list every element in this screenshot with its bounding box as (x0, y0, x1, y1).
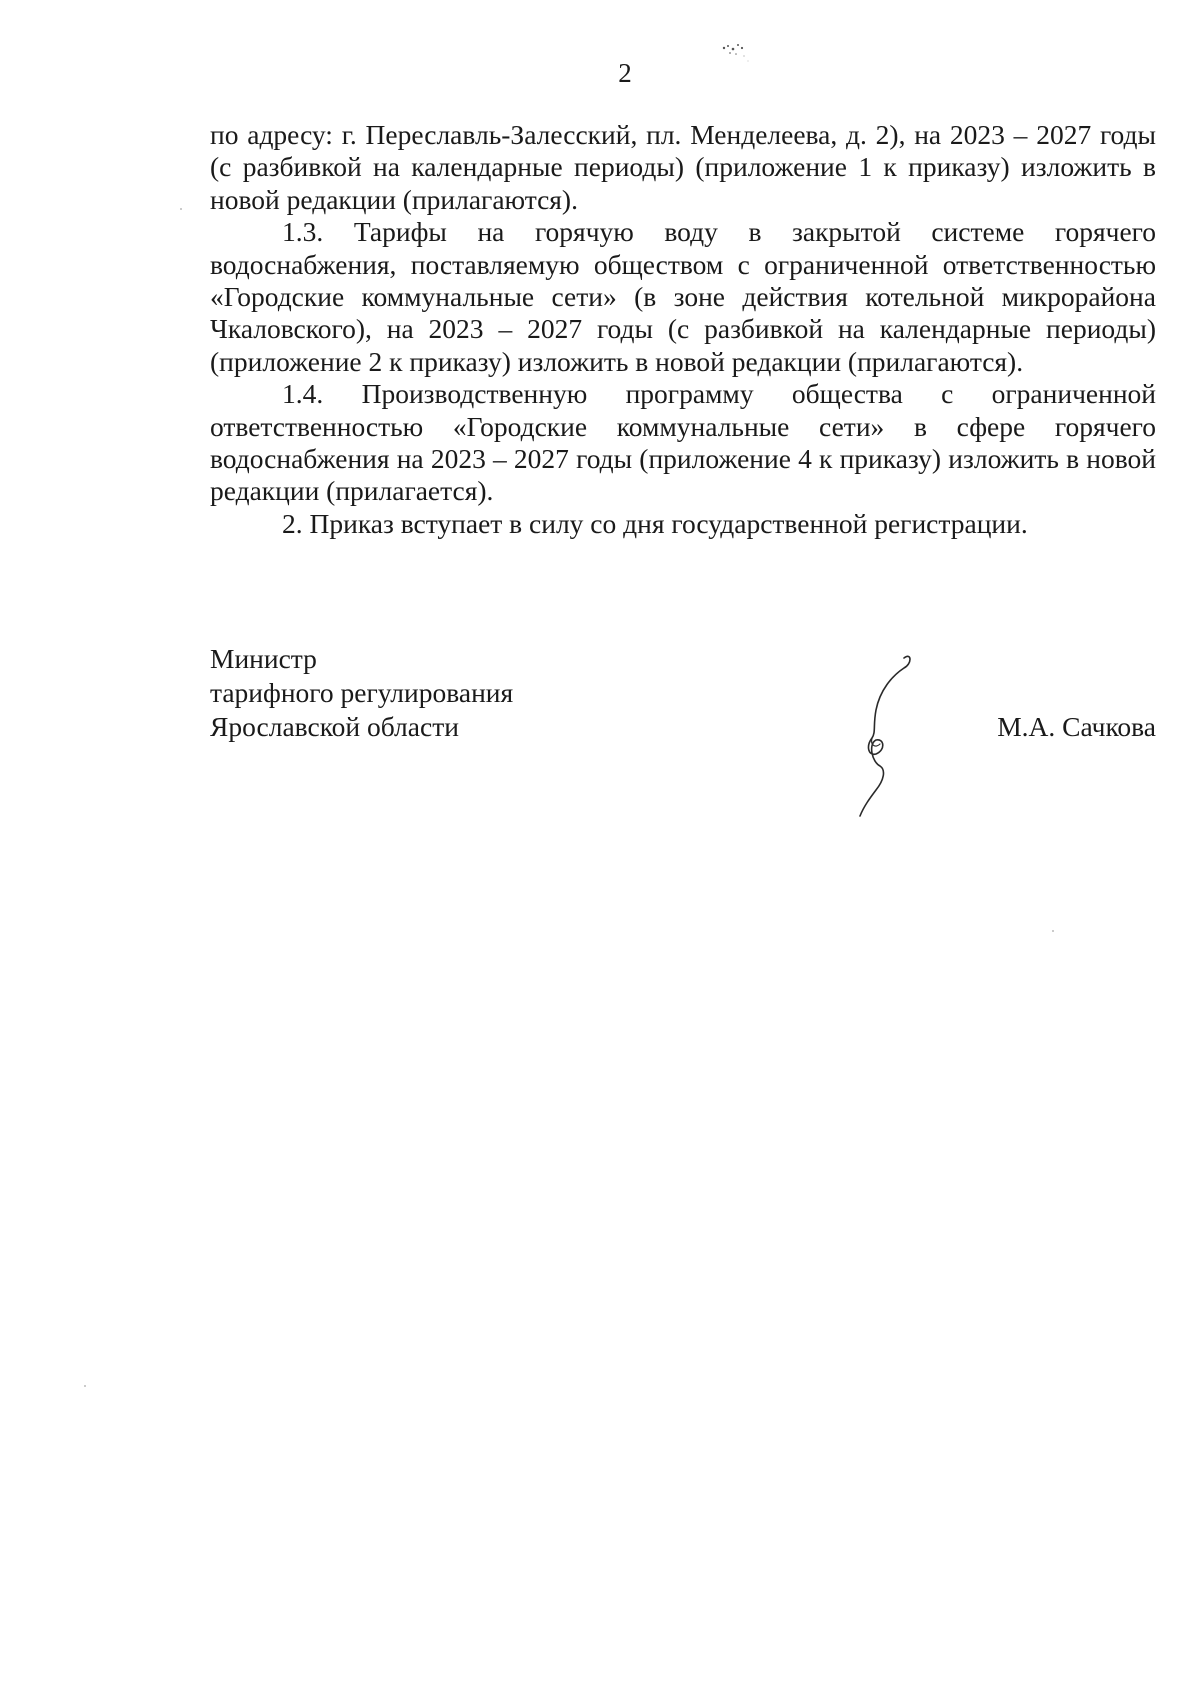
document-body (210, 119, 1156, 540)
scan-artifact (718, 40, 758, 70)
handwritten-signature (846, 650, 936, 820)
paragraph-2: 2. Приказ вступает в силу со дня государственной регистрации. (282, 507, 1028, 539)
signer-title-line: тарифного регулирования (210, 677, 514, 708)
signer-name: М.А. Сачкова (997, 711, 1156, 742)
signer-title-line: Ярославской области (210, 711, 459, 742)
scan-dot (180, 208, 182, 210)
paragraph-1-3: 1.3. Тарифы на горячую воду в закрытой системе горячего водоснабжения, поставляемую обществом с ограниченной ответственностью «Городские коммунальные сети» (в зоне действия котельной микрорайона Чкаловского), на 2023 – 2027 годы (с разбивкой на календарные периоды) (приложение 2 к приказу) изложить в новой редакции (прилагаются). (210, 216, 1156, 377)
paragraph-continuation: по адресу: г. Переславль-Залесский, пл. Менделеева, д. 2), на 2023 – 2027 годы (с разбивкой на календарные периоды) (приложение 1 к приказу) изложить в новой редакции (прилагаются). (210, 119, 1156, 215)
scan-dot (1052, 930, 1054, 932)
scan-dot (84, 1385, 86, 1387)
page-number: 2 (618, 58, 632, 88)
paragraph-1-4: 1.4. Производственную программу общества с ограниченной ответственностью «Городские коммунальные сети» в сфере горячего водоснабжения на 2023 – 2027 годы (приложение 4 к приказу) изложить в новой редакции (прилагается). (210, 378, 1156, 507)
signer-title-line: Министр (210, 643, 317, 674)
signer-title (210, 642, 513, 744)
signature-block (210, 642, 1156, 822)
